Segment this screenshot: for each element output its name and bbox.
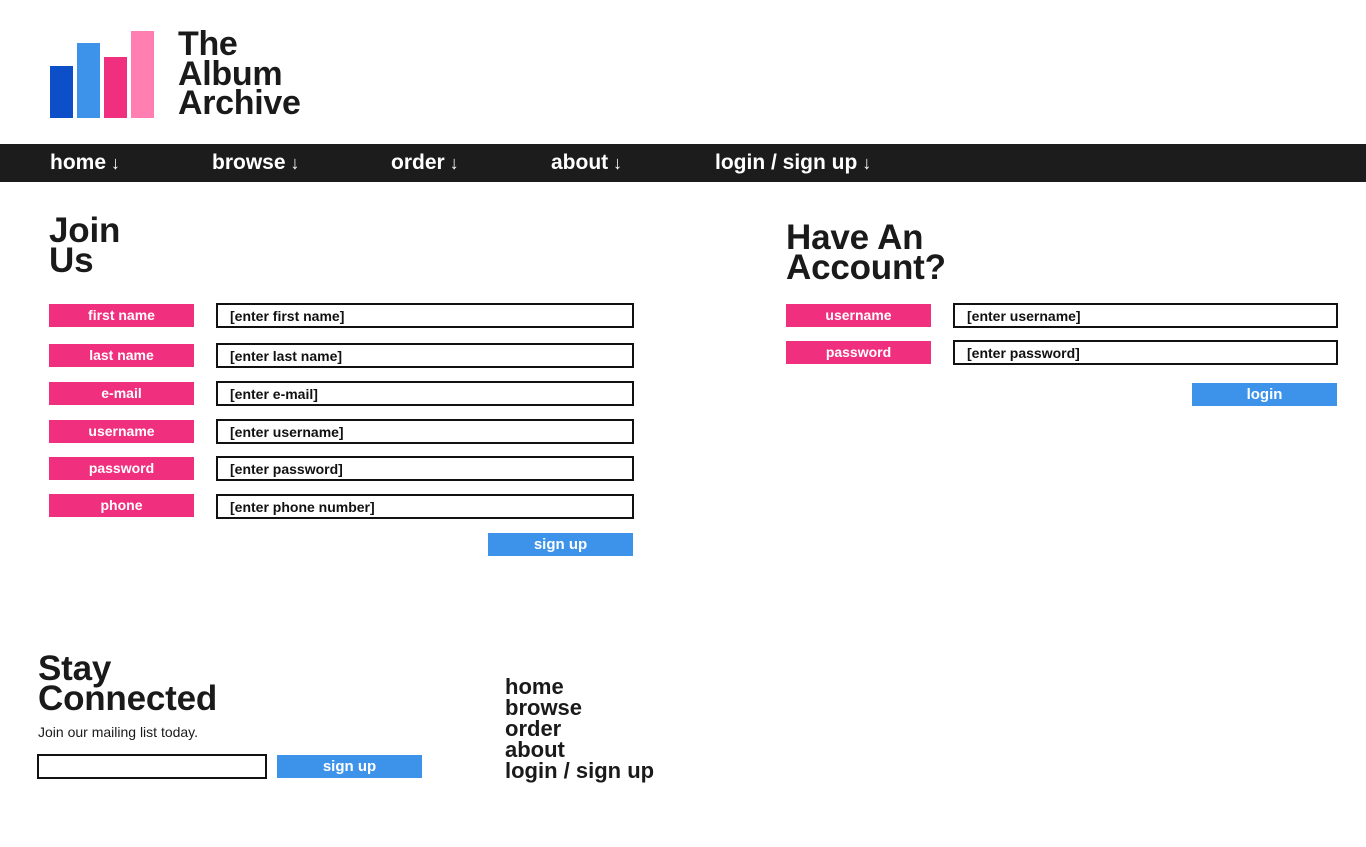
footer-link-login-signup[interactable]: login / sign up [505,758,655,783]
password-label: password [49,457,194,480]
newsletter-email-field[interactable] [37,754,267,779]
first-name-field[interactable] [216,303,634,328]
nav-item-order[interactable] [391,144,459,182]
footer-link-order[interactable]: order [505,716,562,741]
phone-field[interactable] [216,494,634,519]
username-label: username [49,420,194,443]
nav-item-label: order [391,151,445,174]
footer-link-about[interactable]: about [505,737,565,762]
nav-item-home[interactable] [50,144,120,182]
nav-item-label: login / sign up [715,151,858,174]
logo-bar-1 [50,66,73,118]
email-label: e-mail [49,382,194,405]
logo-bar-2 [77,43,100,118]
logo-bar-4 [131,31,154,118]
newsletter-signup-button[interactable]: sign up [277,755,422,778]
password-field[interactable] [216,456,634,481]
phone-label: phone [49,494,194,517]
logo [50,31,154,118]
last-name-label: last name [49,344,194,367]
last-name-field[interactable] [216,343,634,368]
login-username-label: username [786,304,931,327]
mailing-list-text: Join our mailing list today. [38,724,199,740]
arrow-down-icon: ↓ [449,153,459,173]
login-password-label: password [786,341,931,364]
nav-item-login-signup[interactable] [715,144,871,182]
nav-item-label: about [551,151,609,174]
login-password-field[interactable] [953,340,1338,365]
footer-heading: Stay Connected [38,649,218,718]
footer-link-home[interactable]: home [505,674,564,699]
nav-item-label: browse [212,151,286,174]
footer-link-browse[interactable]: browse [505,695,583,720]
logo-bar-3 [104,57,127,118]
login-button[interactable]: login [1192,383,1337,406]
nav-item-browse[interactable] [212,144,300,182]
arrow-down-icon: ↓ [290,153,300,173]
main-nav [0,144,1366,182]
footer-links [505,676,654,781]
email-field[interactable] [216,381,634,406]
first-name-label: first name [49,304,194,327]
username-field[interactable] [216,419,634,444]
arrow-down-icon: ↓ [111,153,121,173]
login-heading: Have An Account? [786,218,946,287]
brand-title: The Album Archive [178,25,301,122]
login-username-field[interactable] [953,303,1338,328]
signup-button[interactable]: sign up [488,533,633,556]
arrow-down-icon: ↓ [862,153,872,173]
signup-heading: Join Us [49,211,121,280]
nav-item-label: home [50,151,107,174]
arrow-down-icon: ↓ [613,153,623,173]
nav-item-about[interactable] [551,144,622,182]
